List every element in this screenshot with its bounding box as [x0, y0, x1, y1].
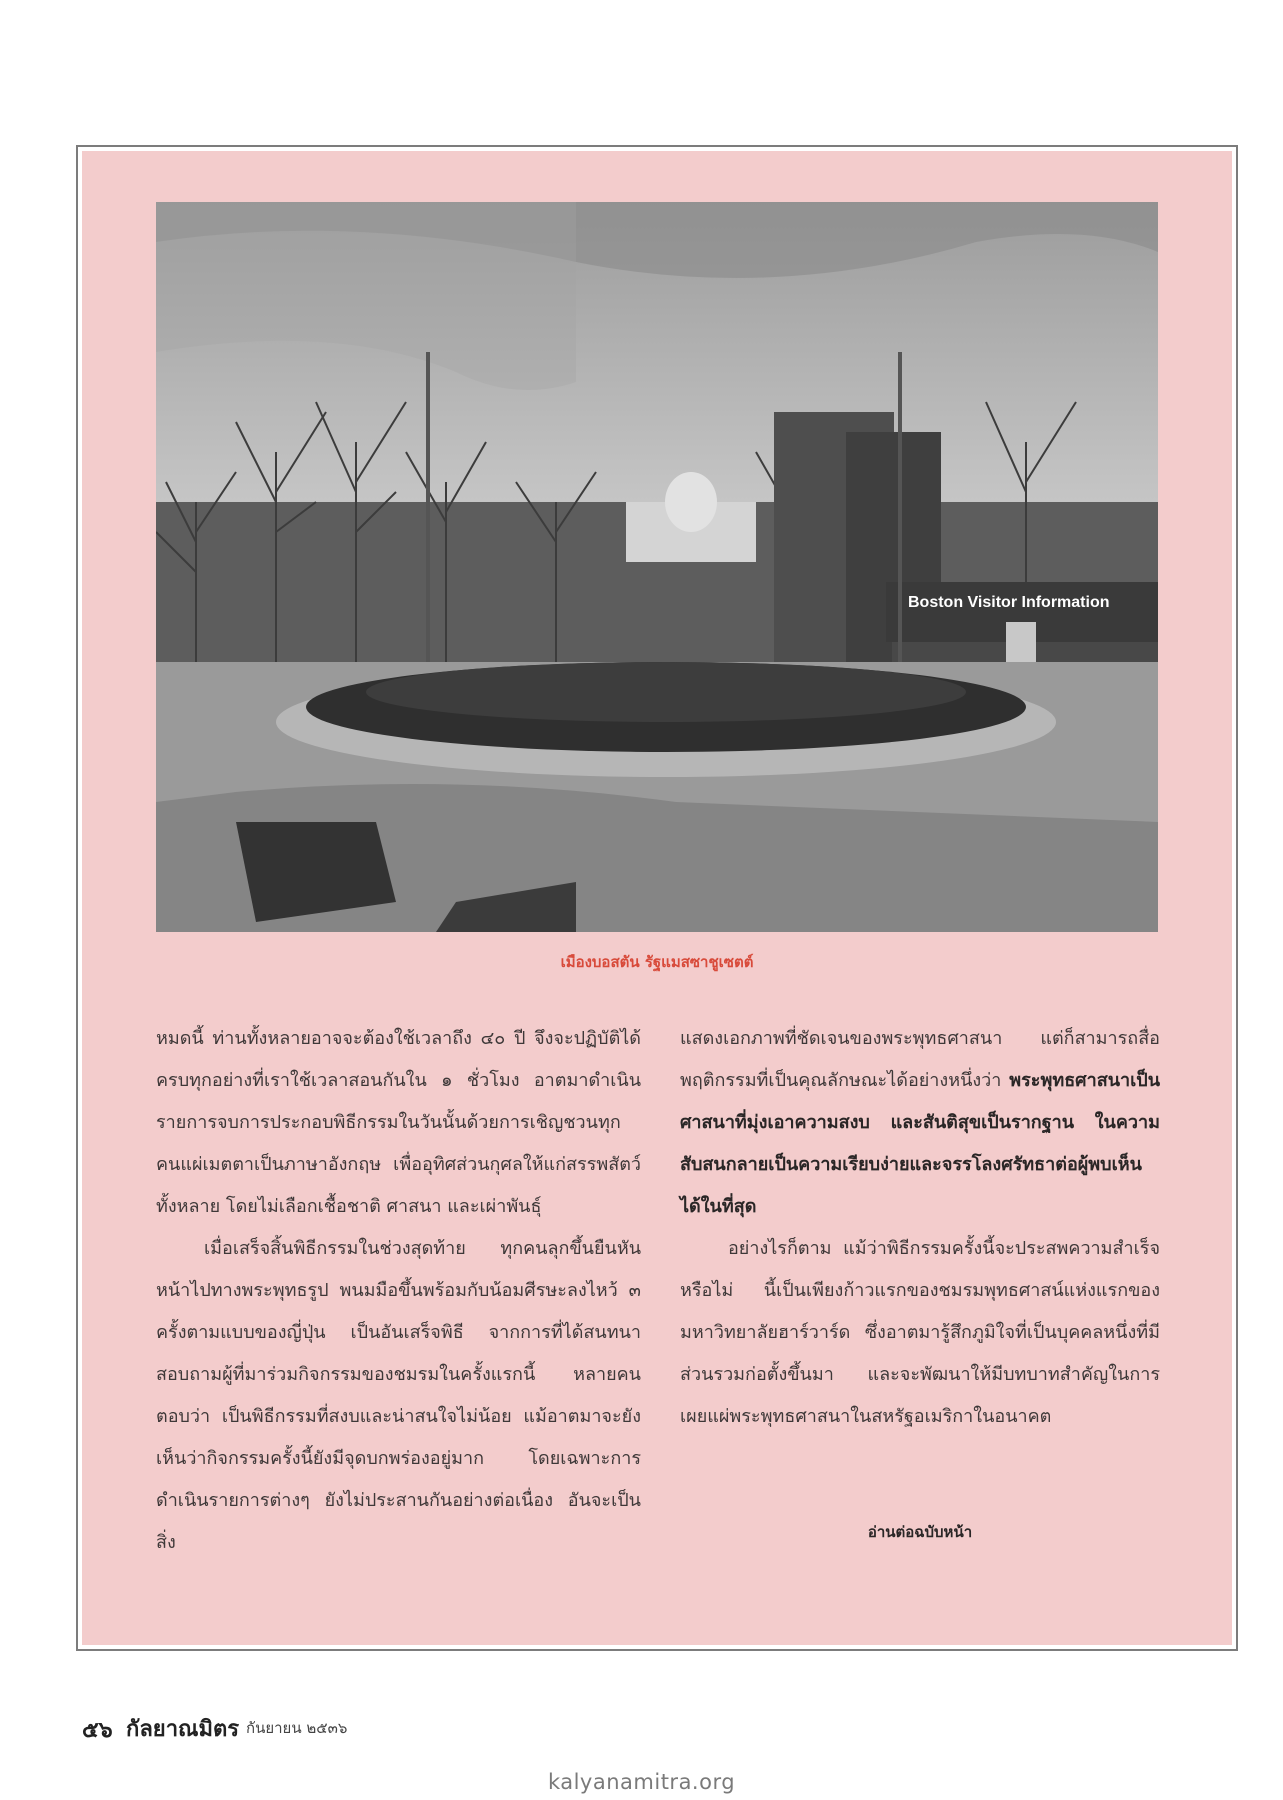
- visitor-sign-text: Boston Visitor Information: [908, 594, 1110, 611]
- article-column-right: [680, 1018, 1160, 1438]
- article-paragraph: [680, 1018, 1160, 1228]
- article-paragraph: หมดนี้ ท่านทั้งหลายอาจจะต้องใช้เวลาถึง ๔๐ ปี จึงจะปฏิบัติได้ครบทุกอย่างที่เราใช้เวลาสอนกันใน ๑ ชั่วโมง อาตมาดำเนินรายการจบการประกอบพิธีกรรมในวันนั้นด้วยการเชิญชวนทุกคนแผ่เมตตาเป็นภาษาอังกฤษ เพื่ออุทิศส่วนกุศลให้แก่สรรพสัตว์ทั้งหลาย โดยไม่เลือกเชื้อชาติ ศาสนา และเผ่าพันธุ์: [156, 1028, 641, 1217]
- continued-next-issue-note: อ่านต่อฉบับหน้า: [867, 1523, 973, 1541]
- article-paragraph: อย่างไรก็ตาม แม้ว่าพิธีกรรมครั้งนี้จะประสพความสำเร็จหรือไม่ นี้เป็นเพียงก้าวแรกของชมรมพุทธศาสน์แห่งแรกของมหาวิทยาลัยฮาร์วาร์ด ซึ่งอาตมารู้สึกภูมิใจที่เป็นบุคคลหนึ่งที่มีส่วนรวมก่อตั้งขึ้นมา และจะพัฒนาให้มีบทบาทสำคัญในการเผยแผ่พระพุทธศาสนาในสหรัฐอเมริกาในอนาคต: [680, 1238, 1160, 1427]
- article-text: แสดงเอกภาพที่ชัดเจนของพระพุทธศาสนา แต่ก็สามารถสื่อพฤติกรรมที่เป็นคุณลักษณะได้อย่างหนึ่งว่า: [680, 1028, 1160, 1091]
- article-emphasis-text: พระพุทธศาสนาเป็นศาสนาที่มุ่งเอาความสงบ และสันติสุขเป็นรากฐาน ในความสับสนกลายเป็นความเรียบง่ายและจรรโลงศรัทธาต่อผู้พบเห็นได้ในที่สุด: [680, 1070, 1160, 1217]
- article-paragraph: เมื่อเสร็จสิ้นพิธีกรรมในช่วงสุดท้าย ทุกคนลุกขึ้นยืนหันหน้าไปทางพระพุทธรูป พนมมือขึ้นพร้อมกับน้อมศีรษะลงไหว้ ๓ ครั้งตามแบบของญี่ปุ่น เป็นอันเสร็จพิธี จากการที่ได้สนทนาสอบถามผู้ที่มาร่วมกิจกรรมของชมรมในครั้งแรกนี้ หลายคนตอบว่า เป็นพิธีกรรมที่สงบและน่าสนใจไม่น้อย แม้อาตมาจะยังเห็นว่ากิจกรรมครั้งนี้ยังมีจุดบกพร่องอยู่มาก โดยเฉพาะการดำเนินรายการต่างๆ ยังไม่ประสานกันอย่างต่อเนื่อง อันจะเป็นสิ่ง: [156, 1238, 641, 1553]
- boston-photo: [156, 202, 1158, 932]
- issue-date: กันยายน ๒๕๓๖: [246, 1719, 348, 1737]
- photo-caption: เมืองบอสตัน รัฐแมสซาชูเซตต์: [560, 953, 754, 971]
- boston-photo-illustration: [156, 202, 1158, 932]
- magazine-name: กัลยาณมิตร: [126, 1717, 240, 1742]
- article-column-left: [156, 1018, 641, 1564]
- site-watermark: kalyanamitra.org: [547, 1770, 736, 1794]
- page-number: ๕๖: [82, 1718, 113, 1743]
